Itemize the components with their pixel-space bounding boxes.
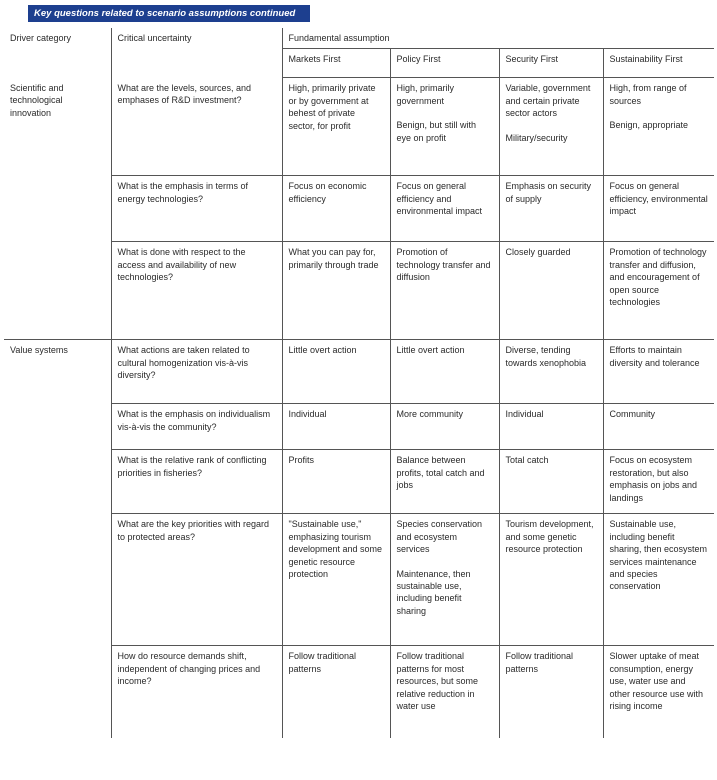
table-row bbox=[4, 78, 714, 176]
cell-text: Follow traditional patterns bbox=[505, 651, 574, 674]
cell-text: Focus on general efficiency, environmental impact bbox=[609, 181, 708, 217]
cell-text: Tourism development, and some genetic resource protection bbox=[505, 519, 594, 555]
cell-text: Individual bbox=[505, 409, 544, 420]
policy-first-cell bbox=[390, 176, 499, 242]
header-markets-first: Markets First bbox=[282, 49, 390, 78]
security-first-cell bbox=[499, 450, 603, 514]
critical-uncertainty-cell: What is done with respect to the access and availability of new technologies? bbox=[111, 242, 282, 340]
cell-text: Benign, appropriate bbox=[609, 120, 689, 131]
table-body bbox=[4, 78, 714, 738]
header-sustainability-first: Sustainability First bbox=[603, 49, 714, 78]
cell-text: "Sustainable use," emphasizing tourism development and some genetic resource protection bbox=[288, 519, 383, 580]
table-row bbox=[4, 176, 714, 242]
cell-text: Profits bbox=[288, 455, 315, 466]
sustainability-first-cell bbox=[603, 176, 714, 242]
policy-first-cell bbox=[390, 340, 499, 404]
security-first-cell bbox=[499, 78, 603, 176]
security-first-cell bbox=[499, 340, 603, 404]
cell-text: Efforts to maintain diversity and tolerance bbox=[609, 345, 700, 368]
cell-text: High, primarily private or by government at behest of private sector, for profit bbox=[288, 83, 376, 131]
header-critical-uncertainty: Critical uncertainty bbox=[111, 28, 282, 78]
header-security-first: Security First bbox=[499, 49, 603, 78]
security-first-cell bbox=[499, 242, 603, 340]
security-first-cell bbox=[499, 514, 603, 646]
markets-first-cell bbox=[282, 450, 390, 514]
cell-text: More community bbox=[396, 409, 464, 420]
cell-text: Emphasis on security of supply bbox=[505, 181, 592, 204]
critical-uncertainty-cell: What actions are taken related to cultural homogenization vis-à-vis diversity? bbox=[111, 340, 282, 404]
critical-uncertainty-cell: What is the relative rank of conflicting priorities in fisheries? bbox=[111, 450, 282, 514]
markets-first-cell bbox=[282, 242, 390, 340]
table-row bbox=[4, 450, 714, 514]
critical-uncertainty-cell: How do resource demands shift, independent of changing prices and income? bbox=[111, 646, 282, 738]
header-fundamental-assumption: Fundamental assumption bbox=[282, 28, 714, 49]
cell-text: Closely guarded bbox=[505, 247, 571, 258]
cell-text: Sustainable use, including benefit sharing, then ecosystem services maintenance and species conservation bbox=[609, 519, 708, 592]
sustainability-first-cell bbox=[603, 78, 714, 176]
cell-text: Individual bbox=[288, 409, 327, 420]
cell-text: Diverse, tending towards xenophobia bbox=[505, 345, 587, 368]
cell-text: Follow traditional patterns for most resources, but some relative reduction in water use bbox=[396, 651, 479, 712]
markets-first-cell bbox=[282, 404, 390, 450]
policy-first-cell bbox=[390, 514, 499, 646]
markets-first-cell bbox=[282, 514, 390, 646]
critical-uncertainty-cell: What are the key priorities with regard to protected areas? bbox=[111, 514, 282, 646]
cell-text: Species conservation and ecosystem services bbox=[396, 519, 483, 555]
table-row bbox=[4, 404, 714, 450]
cell-text: Promotion of technology transfer and diffusion bbox=[396, 247, 491, 283]
sustainability-first-cell bbox=[603, 340, 714, 404]
critical-uncertainty-cell: What are the levels, sources, and emphases of R&D investment? bbox=[111, 78, 282, 176]
cell-text: Community bbox=[609, 409, 656, 420]
markets-first-cell bbox=[282, 646, 390, 738]
cell-text: Little overt action bbox=[396, 345, 465, 356]
sustainability-first-cell bbox=[603, 450, 714, 514]
cell-text: Focus on economic efficiency bbox=[288, 181, 367, 204]
cell-text: Military/security bbox=[505, 132, 568, 143]
table-row bbox=[4, 340, 714, 404]
cell-text: Promotion of technology transfer and diffusion, and encouragement of open source technologies bbox=[609, 247, 707, 308]
sustainability-first-cell bbox=[603, 646, 714, 738]
security-first-cell bbox=[499, 176, 603, 242]
critical-uncertainty-cell: What is the emphasis on individualism vis-à-vis the community? bbox=[111, 404, 282, 450]
cell-text: Little overt action bbox=[288, 345, 357, 356]
table-row bbox=[4, 514, 714, 646]
policy-first-cell bbox=[390, 78, 499, 176]
cell-text: High, from range of sources bbox=[609, 83, 687, 106]
critical-uncertainty-cell: What is the emphasis in terms of energy technologies? bbox=[111, 176, 282, 242]
policy-first-cell bbox=[390, 450, 499, 514]
cell-text: Focus on general efficiency and environmental impact bbox=[396, 181, 483, 217]
cell-text: High, primarily government bbox=[396, 83, 455, 106]
markets-first-cell bbox=[282, 176, 390, 242]
cell-text: Follow traditional patterns bbox=[288, 651, 357, 674]
cell-text: Variable, government and certain private sector actors bbox=[505, 83, 591, 119]
cell-text: Focus on ecosystem restoration, but also emphasis on jobs and landings bbox=[609, 455, 698, 503]
security-first-cell bbox=[499, 404, 603, 450]
markets-first-cell bbox=[282, 340, 390, 404]
cell-text: What you can pay for, primarily through trade bbox=[288, 247, 379, 270]
header-policy-first: Policy First bbox=[390, 49, 499, 78]
cell-text: Balance between profits, total catch and jobs bbox=[396, 455, 485, 491]
policy-first-cell bbox=[390, 242, 499, 340]
cell-text: Maintenance, then sustainable use, including benefit sharing bbox=[396, 568, 471, 616]
cell-text: Benign, but still with eye on profit bbox=[396, 120, 477, 143]
policy-first-cell bbox=[390, 646, 499, 738]
driver-category-cell: Value systems bbox=[10, 345, 68, 356]
assumptions-table bbox=[4, 28, 714, 738]
table-row bbox=[4, 242, 714, 340]
cell-text: Total catch bbox=[505, 455, 549, 466]
markets-first-cell bbox=[282, 78, 390, 176]
table-banner: Key questions related to scenario assumptions continued bbox=[28, 5, 310, 22]
sustainability-first-cell bbox=[603, 404, 714, 450]
driver-category-cell: Scientific and technological innovation bbox=[4, 78, 111, 340]
header-driver-category: Driver category bbox=[10, 33, 72, 43]
security-first-cell bbox=[499, 646, 603, 738]
sustainability-first-cell bbox=[603, 242, 714, 340]
table-row bbox=[4, 646, 714, 738]
sustainability-first-cell bbox=[603, 514, 714, 646]
policy-first-cell bbox=[390, 404, 499, 450]
cell-text: Slower uptake of meat consumption, energy use, water use and other resource use with rising income bbox=[609, 651, 704, 712]
